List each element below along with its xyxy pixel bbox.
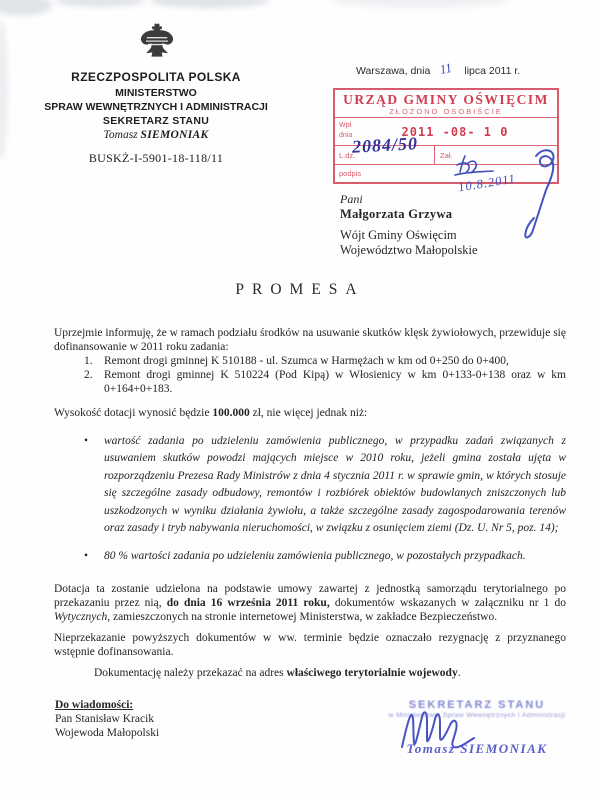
- handwritten-signature: [394, 705, 514, 753]
- stamp-vertical-divider: [434, 146, 435, 164]
- agreement-guidelines: Wytycznych: [54, 610, 108, 623]
- received-label2: dnia: [339, 132, 353, 139]
- addressee-name: Małgorzata Grzywa: [340, 207, 453, 221]
- bullet-text: 80 % wartości zadania po udzieleniu zamówienia publicznego, w pozostałych przypadkach.: [104, 550, 526, 563]
- agreement-pre: Dotacja ta zostanie udzielona na podstawie umowy zawartej z jednostką samorządu terytorialnego po przekazaniu przez nią,: [54, 582, 566, 609]
- letterhead: [5, 70, 307, 166]
- reference-number: BUSKŻ-I-5901-18-118/11: [88, 151, 224, 165]
- received-label: Wpł.: [339, 122, 353, 129]
- addressee-region: Województwo Małopolskie: [340, 243, 478, 257]
- paragraph-warning: Nieprzekazanie powyższych dokumentów w ww. terminie będzie oznaczało rezygnację z przyznanego wstępnie dofinansowania.: [54, 631, 566, 658]
- paragraph-grant-amount: [54, 406, 566, 420]
- list-item: [54, 368, 566, 396]
- bullet-item: [54, 433, 566, 537]
- scan-artifact: [330, 0, 510, 8]
- handwritten-ldz-number: 2084/50: [351, 133, 419, 157]
- list-item-text: Remont drogi gminnej K 510224 (Pod Kipą) w Włosienicy w km 0+133-0+138 oraz w km 0+164+0+183.: [104, 369, 566, 395]
- grant-amount-post: zł, nie więcej jednak niż:: [249, 407, 368, 419]
- list-item: [54, 354, 566, 368]
- addressee-block: [340, 192, 478, 258]
- stamp-divider: [335, 117, 557, 118]
- delivery-bold: właściwego terytorialnie wojewody: [286, 666, 458, 679]
- addressee-title: Wójt Gminy Oświęcim: [340, 228, 457, 242]
- letterhead-signatory: [5, 129, 307, 141]
- scan-artifact: [150, 0, 270, 8]
- dateline-prefix: Warszawa, dnia: [356, 65, 431, 77]
- cc-heading: Do wiadomości:: [55, 699, 134, 711]
- bullet-item: [54, 548, 566, 565]
- ldz-label: L.dz.: [339, 151, 356, 160]
- paragraph-delivery: [54, 666, 566, 680]
- cc-recipient-name: Pan Stanisław Kracik: [55, 713, 155, 725]
- letterhead-office: SEKRETARZ STANU: [102, 115, 210, 127]
- polish-eagle-emblem: [140, 22, 174, 64]
- signature-stamp-title: SEKRETARZ STANU: [408, 699, 546, 711]
- scan-artifact: [55, 0, 145, 7]
- signature-label: podpis: [339, 169, 362, 178]
- letterhead-ministry: MINISTERSTWO: [115, 87, 197, 99]
- signature-stamp-block: [372, 699, 582, 757]
- signatory-surname: SIEMONIAK: [140, 129, 209, 141]
- dateline: [356, 59, 576, 78]
- letterhead-country: RZECZPOSPOLITA POLSKA: [71, 70, 241, 84]
- signature-stamp-name: Tomasz SIEMONIAK: [406, 741, 548, 756]
- intake-stamp-title: URZĄD GMINY OŚWIĘCIM: [343, 92, 549, 107]
- bullet-marker: •: [84, 435, 89, 447]
- grant-amount-pre: Wysokość dotacji wynosić będzie: [54, 407, 213, 419]
- paragraph-intro: Uprzejmie informuję, że w ramach podziału środków na usuwanie skutków klęsk żywiołowych, przewiduje się dofinansowanie w 2011 roku zadania:: [54, 327, 566, 353]
- scan-artifact: [0, 0, 52, 16]
- handwritten-receipt-date: 10.8.2011: [457, 171, 517, 195]
- list-item-text: Remont drogi gminnej K 510188 - ul. Szumca w Harmężach w km od 0+250 do 0+400,: [104, 355, 509, 367]
- addressee-salutation: Pani: [340, 192, 363, 206]
- list-item-number: 2.: [84, 369, 93, 381]
- paragraph-agreement: [54, 582, 566, 624]
- delivery-post: .: [457, 666, 461, 679]
- cc-recipient-title: Wojewoda Małopolski: [55, 727, 160, 739]
- signature-stamp-subtitle: w Ministerstwie Spraw Wewnętrznych i Administracji: [388, 712, 566, 719]
- handwritten-day: 11: [438, 59, 454, 78]
- delivery-pre: Dokumentację należy przekazać na adres: [94, 666, 287, 679]
- cc-block: [55, 698, 159, 740]
- signatory-first-name: Tomasz: [103, 129, 138, 141]
- grant-amount-value: 100.000: [212, 407, 250, 419]
- handwritten-initials: [453, 152, 495, 178]
- intake-stamp-subtitle: ZŁOŻONO OSOBIŚCIE: [389, 107, 503, 116]
- bullet-marker: •: [84, 550, 89, 563]
- agreement-mid: dokumentów wskazanych w załączniku nr 1 do: [329, 596, 566, 609]
- date-stamp: 2011 -08- 1 0: [401, 125, 509, 139]
- agreement-post: , zamieszczonych na stronie internetowej Ministerstwa, w zakładce Bezpieczeństwo.: [107, 610, 498, 623]
- list-item-number: 1.: [84, 355, 93, 367]
- zal-label: Zał.: [440, 151, 453, 160]
- agreement-deadline: do dnia 16 września 2011 roku,: [166, 596, 330, 609]
- letterhead-department: SPRAW WEWNĘTRZNYCH I ADMINISTRACJI: [44, 101, 268, 113]
- document-title: PROMESA: [235, 281, 365, 298]
- handwritten-paraph: [502, 146, 558, 246]
- dateline-suffix: lipca 2011 r.: [464, 65, 521, 77]
- bullet-text: wartość zadania po udzieleniu zamówienia publicznego, w przypadku zadań związanych z usuwaniem skutków powodzi mających miejsce w 2010 roku, jeżeli gmina została ujęta w rozporządzeniu Prezesa Rady Ministrów z dnia 4 stycznia 2011 r. w sprawie gmin, w których stosuje się szczególne zasady odbudowy, remontów i rozbiórek obiektów budowlanych zniszczonych lub uszkodzonych w wyniku działania żywiołu, a także szczególne zasady zagospodarowania terenów oraz zasady i tryb nabywania nieruchomości, w związku z osunięciem ziemi (Dz. U. Nr 5, poz. 14);: [104, 435, 566, 535]
- letter-body: [54, 326, 566, 680]
